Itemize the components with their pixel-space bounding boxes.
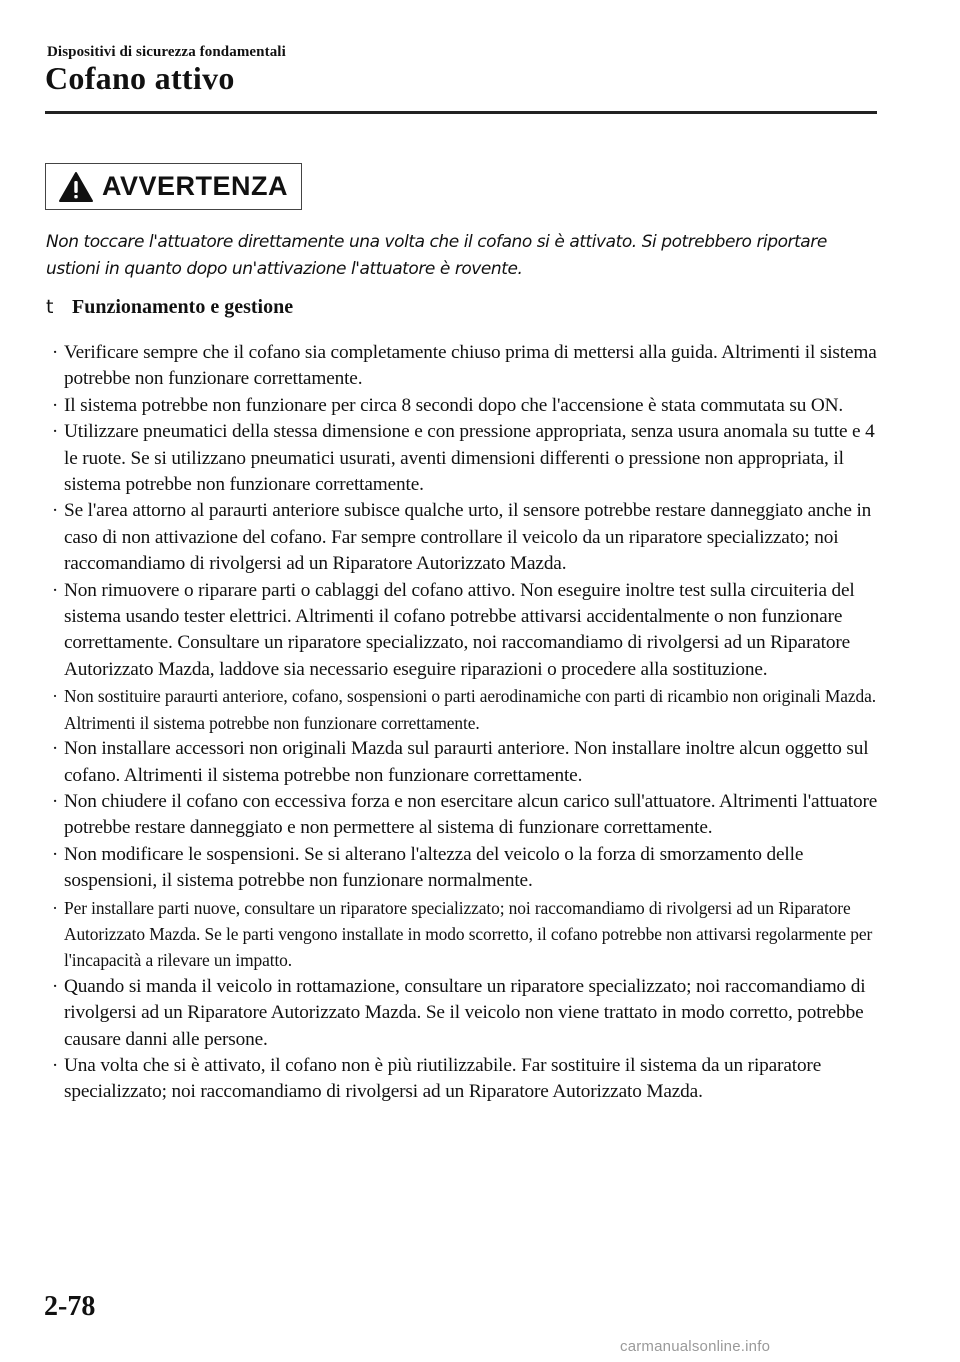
list-item-text: Verificare sempre che il cofano sia completamente chiuso prima di mettersi alla guida. Altrimenti il sistema potrebbe non funzionare correttamente. bbox=[64, 342, 877, 390]
bullet-marker: · bbox=[52, 686, 58, 707]
bullet-marker: · bbox=[51, 738, 59, 760]
list-item-text: Non installare accessori non originali Mazda sul paraurti anteriore. Non installare inoltre alcun oggetto sul cofano. Altrimenti il sistema potrebbe non funzionare correttamente. bbox=[64, 738, 869, 786]
subheading-text: Funzionamento e gestione bbox=[72, 296, 294, 318]
list-item-text: Utilizzare pneumatici della stessa dimensione e con pressione appropriata, senza usura anomala su tutte e 4 le ruote. Se si utilizzano pneumatici usurati, aventi dimensioni differenti o pressione non appropriata, il sistema potrebbe non funzionare correttamente. bbox=[64, 421, 875, 496]
list-item-text: Non sostituire paraurti anteriore, cofano, sospensioni o parti aerodinamiche con parti di ricambio non originali Mazda. Altrimenti il sistema potrebbe non funzionare correttamente. bbox=[64, 686, 876, 733]
list-item bbox=[46, 842, 882, 895]
warning-banner bbox=[45, 163, 302, 210]
bullet-list bbox=[46, 340, 882, 1106]
list-item-text: Il sistema potrebbe non funzionare per circa 8 secondi dopo che l'accensione è stata commutata su ON. bbox=[64, 394, 844, 416]
list-item bbox=[46, 419, 882, 498]
bullet-marker: · bbox=[51, 394, 59, 416]
list-item bbox=[46, 578, 882, 684]
subheading-marker: t bbox=[46, 296, 54, 318]
page-title: Cofano attivo bbox=[45, 60, 235, 96]
list-item bbox=[46, 498, 882, 577]
bullet-marker: · bbox=[51, 421, 59, 443]
list-item-text: Non rimuovere o riparare parti o cablaggi del cofano attivo. Non eseguire inoltre test sulla circuiteria del sistema usando tester elettrici. Altrimenti il cofano potrebbe attivarsi accidentalmente o non funzionare correttamente. Consultare un riparatore specializzato, noi raccomandiamo di rivolgersi ad un Riparatore Autorizzato Mazda, laddove sia necessario eseguire riparazioni o procedere alla sostituzione. bbox=[64, 579, 855, 680]
bullet-marker: · bbox=[51, 579, 59, 601]
bullet-marker: · bbox=[51, 1054, 59, 1076]
bullet-marker: · bbox=[51, 975, 59, 997]
list-item bbox=[46, 683, 882, 736]
section-label: Dispositivi di sicurezza fondamentali bbox=[47, 44, 286, 60]
list-item-text: Se l'area attorno al paraurti anteriore subisce qualche urto, il sensore potrebbe restare danneggiato anche in caso di non attivazione del cofano. Far sempre controllare il veicolo da un riparatore specializzato; noi raccomandiamo di rivolgersi ad un Riparatore Autorizzato Mazda. bbox=[64, 500, 872, 575]
subheading bbox=[46, 296, 293, 319]
list-item bbox=[46, 736, 882, 789]
list-item-text: Non modificare le sospensioni. Se si alterano l'altezza del veicolo o la forza di smorzamento delle sospensioni, il sistema potrebbe non funzionare normalmente. bbox=[64, 843, 804, 892]
list-item-text: Quando si manda il veicolo in rottamazione, consultare un riparatore specializzato; noi raccomandiamo di rivolgersi ad un Riparatore Autorizzato Mazda. Se il veicolo non viene trattato in modo corretto, potrebbe causare danni alle persone. bbox=[64, 975, 866, 1050]
list-item bbox=[46, 895, 882, 974]
list-item-text: Una volta che si è attivato, il cofano non è più riutilizzabile. Far sostituire il sistema da un riparatore specializzato; noi raccomandiamo di rivolgersi ad un Riparatore Autorizzato Mazda. bbox=[64, 1054, 822, 1103]
bullet-marker: · bbox=[51, 843, 59, 865]
bullet-marker: · bbox=[51, 500, 59, 522]
list-item bbox=[46, 393, 882, 419]
bullet-marker: · bbox=[52, 897, 58, 918]
bullet-marker: · bbox=[51, 342, 59, 363]
list-item bbox=[46, 1053, 882, 1106]
list-item bbox=[46, 974, 882, 1053]
list-item-text: Per installare parti nuove, consultare un riparatore specializzato; noi raccomandiamo di rivolgersi ad un Riparatore Autorizzato Mazda. Se le parti vengono installate in modo scorretto, il cofano potrebbe non attivarsi regolarmente per l'incapacità a rilevare un impatto. bbox=[64, 897, 873, 971]
title-divider bbox=[45, 111, 877, 114]
list-item bbox=[46, 789, 882, 842]
warning-text: Non toccare l'attuatore direttamente una volta che il cofano si è attivato. Si potrebbero riportare ustioni in quanto dopo un'attivazione l'attuatore è rovente. bbox=[46, 232, 827, 279]
warning-triangle-icon bbox=[58, 171, 94, 203]
list-item-text: Non chiudere il cofano con eccessiva forza e non esercitare alcun carico sull'attuatore. Altrimenti l'attuatore potrebbe restare danneggiato e non permettere al sistema di funzionare correttamente. bbox=[64, 790, 878, 839]
page-number: 2-78 bbox=[44, 1291, 96, 1322]
bullet-marker: · bbox=[51, 790, 59, 812]
warning-label: AVVERTENZA bbox=[102, 171, 289, 201]
watermark: carmanualsonline.info bbox=[620, 1338, 771, 1355]
list-item bbox=[46, 340, 882, 393]
